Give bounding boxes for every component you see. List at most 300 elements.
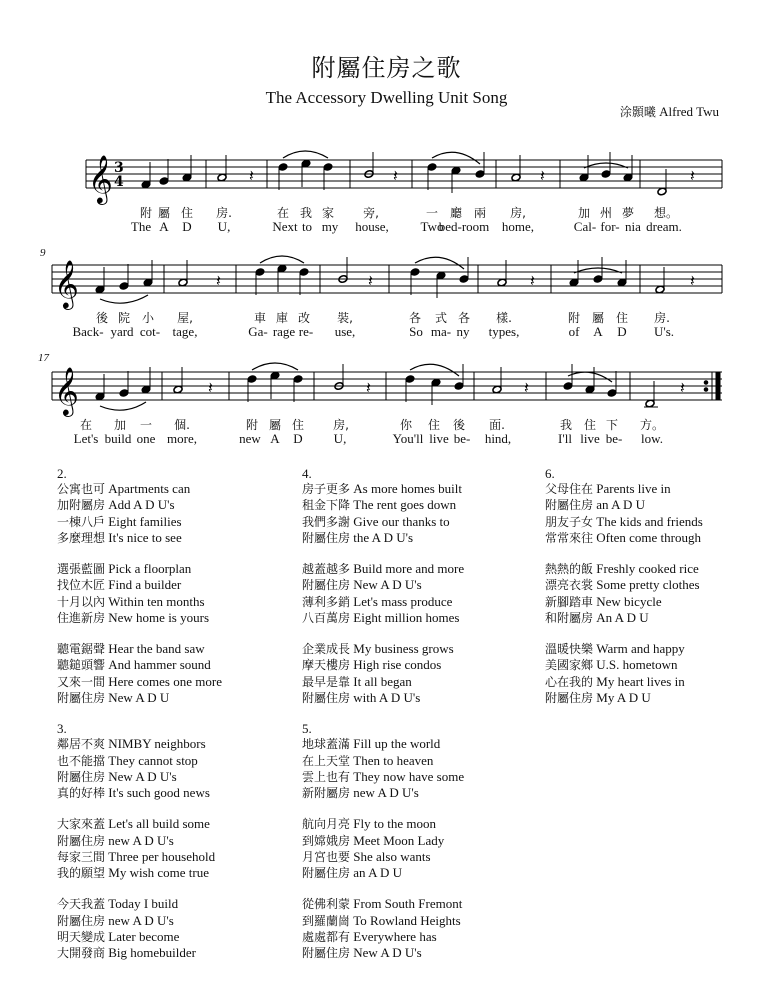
- verse-line-zh: 地球蓋滿: [302, 737, 351, 752]
- verse-line-zh: 處處都有: [302, 929, 351, 944]
- stanza: [57, 641, 287, 706]
- stanza: [57, 816, 287, 881]
- lyric-syllable: live: [580, 431, 600, 446]
- stanza: [545, 561, 773, 626]
- verse-line-zh: 附屬住房: [545, 498, 594, 513]
- verse-line: [302, 736, 532, 752]
- verse-line: [57, 849, 287, 865]
- lyric-syllable: 各: [457, 311, 471, 325]
- lyric-syllable: 在: [79, 418, 93, 432]
- verse-line-en: Later become: [108, 928, 180, 944]
- verse-line: [57, 816, 287, 832]
- verse-line-en: Big homebuilder: [108, 944, 197, 960]
- verse-line-zh: 附屬住房: [302, 865, 351, 880]
- verse-line-en: the A D U's: [353, 529, 414, 545]
- verse-line: [57, 514, 287, 530]
- verse-line: [57, 610, 287, 626]
- verse-line-en: an A D U: [596, 497, 646, 513]
- lyric-syllable: ny: [456, 324, 470, 339]
- verse-line-zh: 租金下降: [302, 498, 351, 513]
- stanza: [57, 561, 287, 626]
- lyric-syllable: 個.: [174, 418, 190, 432]
- lyrics-zh-system-1: [0, 204, 773, 220]
- stanza: [302, 641, 532, 706]
- lyric-syllable: I'll: [558, 431, 572, 446]
- lyric-syllable: hind,: [484, 431, 512, 446]
- lyric-syllable: A: [270, 431, 280, 446]
- lyric-syllable: 裝,: [337, 311, 353, 325]
- lyric-syllable: D: [617, 324, 627, 339]
- verse-line-zh: 又來一間: [57, 674, 106, 689]
- lyric-syllable: 後: [452, 418, 466, 432]
- lyric-syllable: 屋,: [177, 311, 193, 325]
- verse-line-zh: 多麼理想: [57, 530, 106, 545]
- verse-line: [302, 481, 532, 497]
- verse-line-en: New A D U's: [353, 577, 422, 593]
- verse-line-zh: 公寓也可: [57, 482, 106, 497]
- verse-line-zh: 新附屬房: [302, 785, 351, 800]
- lyric-syllable: to: [301, 219, 313, 234]
- lyric-syllable: 旁,: [363, 206, 379, 220]
- verse-line-en: Within ten months: [108, 593, 205, 609]
- verse-line-en: The rent goes down: [353, 497, 457, 513]
- verse-line-en: Add A D U's: [108, 497, 175, 513]
- stanza: [57, 481, 287, 546]
- lyric-syllable: 改: [297, 311, 311, 325]
- verse-line: [302, 610, 532, 626]
- verse-line-en: Here comes one more: [108, 673, 222, 689]
- verse-line: [302, 929, 532, 945]
- verse-line: [302, 577, 532, 593]
- verse-line-en: New A D U's: [353, 944, 422, 960]
- verse-line-en: An A D U: [596, 609, 649, 625]
- verse-line-zh: 十月以內: [57, 594, 106, 609]
- lyric-syllable: be-: [453, 431, 471, 446]
- verse-line-en: Three per household: [108, 848, 216, 864]
- lyric-syllable: of: [568, 324, 580, 339]
- stanza: [57, 896, 287, 961]
- lyric-syllable: 一: [139, 418, 153, 432]
- lyric-syllable: 院: [117, 311, 131, 325]
- lyric-syllable: 車: [253, 311, 267, 325]
- verse-line-en: Everywhere has: [353, 928, 437, 944]
- verse-line-en: Give our thanks to: [353, 513, 450, 529]
- lyric-syllable: types,: [488, 324, 520, 339]
- lyric-syllable: bed-room: [438, 219, 490, 234]
- verse-line-en: Some pretty clothes: [596, 577, 700, 593]
- lyrics-en-system-1: [0, 219, 773, 235]
- verse-number: 3.: [57, 721, 67, 737]
- verse-line: [57, 641, 287, 657]
- verse-line-zh: 一棟八戶: [57, 514, 106, 529]
- lyric-syllable: 下: [605, 418, 619, 432]
- verse-line-en: My heart lives in: [596, 673, 685, 689]
- lyric-syllable: home,: [501, 219, 535, 234]
- lyric-syllable: 想。: [653, 206, 679, 220]
- lyric-syllable: 住: [583, 418, 597, 432]
- lyric-syllable: 附: [139, 206, 153, 220]
- verse-line-zh: 鄰居不爽: [57, 737, 106, 752]
- stanza: [302, 816, 532, 881]
- lyric-syllable: cot-: [139, 324, 161, 339]
- verse-line-zh: 心在我的: [545, 674, 594, 689]
- lyrics-en-system-3: [0, 431, 773, 447]
- lyrics-zh-system-2: [0, 309, 773, 325]
- verse-line: [57, 785, 287, 801]
- verse-line: [302, 657, 532, 673]
- lyric-syllable: U's.: [653, 324, 675, 339]
- lyric-syllable: 加: [577, 206, 591, 220]
- verse-line-zh: 我們多謝: [302, 514, 351, 529]
- lyric-syllable: Let's: [73, 431, 99, 446]
- verse-line-en: Build more and more: [353, 561, 465, 577]
- verse-line-zh: 附屬住房: [302, 578, 351, 593]
- lyric-syllable: more,: [167, 431, 197, 446]
- lyric-syllable: 屬: [268, 418, 282, 432]
- verse-line: [302, 769, 532, 785]
- time-signature-bottom: 4: [114, 174, 124, 190]
- lyric-syllable: Next: [272, 219, 298, 234]
- verse-line-en: She also wants: [353, 848, 431, 864]
- verse-line-en: New home is yours: [108, 609, 210, 625]
- verse-line: [302, 945, 532, 961]
- verse-number: 2.: [57, 466, 67, 481]
- verse-line: [57, 736, 287, 752]
- lyric-syllable: 式: [434, 311, 448, 325]
- lyric-syllable: 樣.: [496, 311, 512, 325]
- verse-line-en: new A D U's: [353, 784, 419, 800]
- verse-line: [302, 865, 532, 881]
- verse-line-zh: 我的願望: [57, 865, 106, 880]
- lyric-syllable: 住: [180, 206, 194, 220]
- verse-line: [57, 561, 287, 577]
- verse-line-en: new A D U's: [108, 832, 174, 848]
- notes: [95, 257, 665, 298]
- verse-line-zh: 最早是靠: [302, 674, 351, 689]
- verse-line: [302, 594, 532, 610]
- verse-line-en: Fill up the world: [353, 736, 441, 752]
- lyric-syllable: 一: [425, 206, 439, 220]
- verse-line-en: with A D U's: [353, 689, 421, 705]
- verse-line: [57, 945, 287, 961]
- svg-text:𝄽: 𝄽: [368, 271, 373, 290]
- verse-line: [302, 849, 532, 865]
- verse-line: [302, 641, 532, 657]
- lyric-syllable: U,: [217, 219, 231, 234]
- verse-line-zh: 常常來往: [545, 530, 594, 545]
- verse-line: [302, 561, 532, 577]
- verse-number: 4.: [302, 466, 312, 481]
- lyric-syllable: 在: [276, 206, 290, 220]
- verse-line-en: Meet Moon Lady: [353, 832, 445, 848]
- lyric-syllable: 庫: [275, 311, 289, 325]
- lyric-syllable: 房.: [654, 311, 670, 325]
- verse-line-zh: 和附屬房: [545, 610, 594, 625]
- verse-block: [302, 466, 532, 706]
- lyric-syllable: low.: [641, 431, 663, 446]
- svg-text:𝄽: 𝄽: [690, 166, 695, 185]
- verse-line-zh: 附屬住房: [302, 530, 351, 545]
- composer-name-zh: 涂顥曦: [619, 105, 656, 119]
- verse-line-zh: 也不能擋: [57, 753, 106, 768]
- verse-line-zh: 雲上也有: [302, 769, 351, 784]
- measure-number: 9: [40, 247, 46, 259]
- lyric-syllable: ma-: [430, 324, 452, 339]
- verse-line: [302, 785, 532, 801]
- composer-credit: [620, 103, 719, 120]
- lyric-syllable: 各: [408, 311, 422, 325]
- lyric-syllable: 屬: [591, 311, 605, 325]
- verse-line-zh: 房子更多: [302, 482, 351, 497]
- verse-line: [57, 929, 287, 945]
- verse-column-3: [545, 466, 773, 721]
- verse-line-zh: 漂亮衣裳: [545, 578, 594, 593]
- lyrics-zh-system-3: [0, 416, 773, 432]
- verse-line-zh: 朋友子女: [545, 514, 594, 529]
- measure-number: 17: [38, 352, 49, 364]
- lyric-syllable: D: [182, 219, 192, 234]
- lyric-syllable: yard: [110, 324, 134, 339]
- lyric-syllable: house,: [355, 219, 389, 234]
- verse-line-zh: 找位木匠: [57, 578, 106, 593]
- verse-line-en: My A D U: [596, 689, 651, 705]
- treble-clef-icon: 𝄞: [88, 154, 113, 203]
- song-subtitle: The Accessory Dwelling Unit Song: [265, 88, 508, 107]
- verse-line-en: new A D U's: [108, 912, 174, 928]
- verse-line-zh: 附屬住房: [545, 690, 594, 705]
- verse-line: [545, 514, 773, 530]
- verse-line-zh: 附屬住房: [57, 833, 106, 848]
- verse-line: [57, 865, 287, 881]
- lyric-syllable: Cal-: [573, 219, 597, 234]
- lyric-syllable: new: [239, 431, 261, 446]
- treble-clef-icon: 𝄞: [54, 366, 79, 415]
- verse-line-en: Often come through: [596, 529, 701, 545]
- lyric-syllable: 住: [427, 418, 441, 432]
- verse-line-zh: 明天變成: [57, 929, 106, 944]
- verse-line-en: They cannot stop: [108, 752, 198, 768]
- verse-line: [545, 674, 773, 690]
- verse-line: [302, 530, 532, 546]
- verse-line: [545, 610, 773, 626]
- verse-line-zh: 企業成長: [302, 642, 351, 657]
- lyric-syllable: 加: [113, 418, 127, 432]
- verse-line-zh: 月宮也要: [302, 849, 351, 864]
- verse-line: [302, 690, 532, 706]
- lyric-syllable: for-: [600, 219, 620, 234]
- svg-text:𝄽: 𝄽: [366, 378, 371, 397]
- verse-line-en: Let's all build some: [108, 816, 210, 832]
- verse-line-en: It's nice to see: [108, 529, 182, 545]
- svg-text:𝄽: 𝄽: [524, 378, 529, 397]
- verse-line-en: Then to heaven: [353, 752, 434, 768]
- verse-line-en: Eight families: [108, 513, 182, 529]
- verse-block: [545, 466, 773, 706]
- verse-line-en: an A D U: [353, 864, 403, 880]
- verse-line-zh: 到羅蘭崗: [302, 913, 351, 928]
- verse-line-en: Parents live in: [596, 481, 671, 497]
- verse-line-en: Eight million homes: [353, 609, 460, 625]
- lyric-syllable: 房,: [333, 418, 349, 432]
- verse-line: [57, 497, 287, 513]
- verse-line-en: NIMBY neighbors: [108, 736, 206, 752]
- verse-line-zh: 附屬住房: [302, 690, 351, 705]
- slurs: [100, 256, 622, 303]
- stanza: [302, 736, 532, 801]
- lyric-syllable: 夢: [621, 206, 635, 220]
- stanza: [57, 736, 287, 801]
- verse-line-en: Apartments can: [108, 481, 191, 497]
- svg-text:𝄽: 𝄽: [540, 166, 545, 185]
- verse-line: [545, 561, 773, 577]
- verse-line-zh: 住進新房: [57, 610, 106, 625]
- treble-clef-icon: 𝄞: [54, 259, 79, 308]
- staff-lines: [52, 372, 722, 400]
- verse-line: [545, 530, 773, 546]
- verse-line-en: From South Fremont: [353, 896, 463, 912]
- verse-line: [57, 657, 287, 673]
- verse-line: [57, 833, 287, 849]
- verse-line-zh: 大家來蓋: [57, 817, 106, 832]
- verse-line: [57, 594, 287, 610]
- lyric-syllable: use,: [334, 324, 356, 339]
- verse-line-en: Let's mass produce: [353, 593, 453, 609]
- verse-line-en: Fly to the moon: [353, 816, 436, 832]
- lyric-syllable: Two: [420, 219, 444, 234]
- verse-line: [57, 896, 287, 912]
- verse-line-zh: 到嫦娥房: [302, 833, 351, 848]
- lyric-syllable: So: [409, 324, 423, 339]
- verse-line-zh: 薄利多銷: [302, 594, 351, 609]
- verse-line-en: Warm and happy: [596, 641, 685, 657]
- verse-line: [302, 674, 532, 690]
- staff-lines: [86, 160, 722, 188]
- verse-line-zh: 選張藍圖: [57, 562, 106, 577]
- verse-number: 5.: [302, 721, 312, 737]
- lyric-syllable: 住: [615, 311, 629, 325]
- verse-line: [302, 497, 532, 513]
- lyric-syllable: 州: [599, 206, 613, 220]
- verse-line: [57, 577, 287, 593]
- stanza: [302, 561, 532, 626]
- svg-text:𝄽: 𝄽: [208, 378, 213, 397]
- lyric-syllable: re-: [298, 324, 314, 339]
- lyric-syllable: A: [159, 219, 169, 234]
- verse-line-zh: 附屬住房: [57, 769, 106, 784]
- verse-line-en: High rise condos: [353, 657, 442, 673]
- verse-line-zh: 從佛利蒙: [302, 897, 351, 912]
- verse-block: [57, 721, 287, 961]
- verse-line-en: Today I build: [108, 896, 179, 912]
- verse-line: [57, 913, 287, 929]
- verse-line-en: To Rowland Heights: [353, 912, 461, 928]
- verse-line-zh: 熱熱的飯: [545, 562, 594, 577]
- verse-number: 6.: [545, 466, 555, 481]
- song-title: 附屬住房之歌: [311, 54, 462, 82]
- verse-line-zh: 今天我蓋: [57, 897, 106, 912]
- verse-line: [545, 690, 773, 706]
- lyric-syllable: 附: [567, 311, 581, 325]
- verse-line-en: U.S. hometown: [596, 657, 678, 673]
- verse-line-zh: 真的好棒: [57, 785, 106, 800]
- verse-line-zh: 聽鎚頭響: [57, 658, 106, 673]
- lyric-syllable: my: [321, 219, 339, 234]
- lyric-syllable: 方。: [639, 418, 665, 432]
- verse-line: [545, 594, 773, 610]
- verse-block: [302, 721, 532, 961]
- lyric-syllable: D: [293, 431, 303, 446]
- verse-line: [57, 753, 287, 769]
- lyric-syllable: A: [593, 324, 603, 339]
- verse-column-2: [302, 466, 532, 976]
- verse-line: [302, 913, 532, 929]
- verse-line-en: New bicycle: [596, 593, 662, 609]
- lyric-syllable: 房,: [510, 206, 526, 220]
- lyric-syllable: 住: [291, 418, 305, 432]
- verse-line-zh: 父母住在: [545, 482, 594, 497]
- verse-line-zh: 摩天樓房: [302, 658, 351, 673]
- verse-line: [545, 641, 773, 657]
- svg-text:𝄽: 𝄽: [393, 166, 398, 185]
- verse-line: [57, 530, 287, 546]
- svg-text:𝄽: 𝄽: [216, 271, 221, 290]
- verse-line: [302, 833, 532, 849]
- verse-line-zh: 新腳踏車: [545, 594, 594, 609]
- verse-line-en: It all began: [353, 673, 412, 689]
- verse-line: [57, 690, 287, 706]
- stanza: [545, 641, 773, 706]
- lyric-syllable: live: [429, 431, 449, 446]
- time-signature-top: 3: [114, 160, 124, 176]
- verse-line-zh: 附屬住房: [57, 913, 106, 928]
- verse-line-en: It's such good news: [108, 784, 210, 800]
- verse-line: [57, 674, 287, 690]
- svg-text:𝄽: 𝄽: [680, 378, 685, 397]
- lyric-syllable: 後: [95, 311, 109, 325]
- verse-line: [545, 657, 773, 673]
- verse-line-zh: 在上天堂: [302, 753, 351, 768]
- lyric-syllable: 附: [245, 418, 259, 432]
- verse-block: [57, 466, 287, 706]
- verse-line: [302, 753, 532, 769]
- lyric-syllable: U,: [333, 431, 347, 446]
- verse-column-1: [57, 466, 287, 976]
- verse-line-en: New A D U: [108, 689, 170, 705]
- lyric-syllable: dream.: [646, 219, 682, 234]
- verse-line-zh: 聽電鋸聲: [57, 642, 106, 657]
- verse-line: [302, 896, 532, 912]
- stanza: [545, 481, 773, 546]
- lyric-syllable: nia: [625, 219, 641, 234]
- verse-line-zh: 大開發商: [57, 945, 106, 960]
- svg-text:𝄽: 𝄽: [690, 271, 695, 290]
- verse-line-zh: 加附屬房: [57, 498, 106, 513]
- lyric-syllable: build: [104, 431, 132, 446]
- verse-line-en: Pick a floorplan: [108, 561, 192, 577]
- lyric-syllable: rage: [272, 324, 296, 339]
- verse-line: [545, 577, 773, 593]
- composer-name-en: Alfred Twu: [659, 104, 719, 119]
- lyric-syllable: 我: [559, 418, 573, 432]
- lyric-syllable: one: [136, 431, 156, 446]
- lyric-syllable: You'll: [392, 431, 424, 446]
- lyrics-en-system-2: [0, 324, 773, 340]
- lyric-syllable: 我: [299, 206, 313, 220]
- lyric-syllable: Back-: [72, 324, 104, 339]
- verse-line-zh: 八百萬房: [302, 610, 351, 625]
- verse-line-zh: 每家三間: [57, 849, 106, 864]
- verse-line-en: And hammer sound: [108, 657, 211, 673]
